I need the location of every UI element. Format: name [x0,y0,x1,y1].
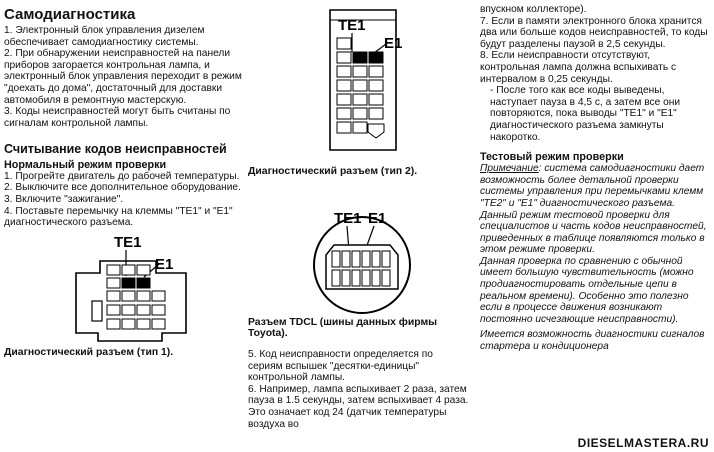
step-2: 2. Выключите все дополнительное оборудование. [4,182,241,194]
section-title-reading: Считывание кодов неисправностей [4,142,227,157]
fig1-e1-label: E1 [155,255,174,273]
italic-paragraph-2: Данная проверка по сравнению с обычной имеет большую чувствительность (можно продиагностировать отдельные цепи в реальном времени). Особенно это полезно если в процессе движения возникают постоянно исчезающие неисправности). [480,255,694,325]
step-4: 4. Поставьте перемычку на клеммы "TE1" и "E1" диагностического разъема. [4,205,233,229]
connector-type2-figure [248,0,470,160]
fig2-e1-label: E1 [384,35,403,52]
subsection-normal-mode: Нормальный режим проверки [4,158,167,171]
paragraph-5: 5. Код неисправности определяется по сериям вспышек "десятки-единицы" контрольной лампы. [248,349,433,384]
paragraph-8: 8. Если неисправности отсутствуют, контрольная лампа должна вспыхивать с интервалом в 0,25 секунды. [480,50,677,85]
fig3-e1-label: E1 [368,210,387,227]
fig1-caption: Диагностический разъем (тип 1). [4,346,174,358]
watermark: DIESELMASTERA.RU [577,436,709,450]
column-right [480,0,710,353]
paragraph-3: 3. Коды неисправностей могут быть считаны по сигналам контрольной лампы. [4,106,231,129]
fig3-te1-label: TE1 [334,210,362,227]
paragraph-1: 1. Электронный блок управления дизелем обеспечивает самодиагностику системы. [4,25,205,48]
note-label: Примечание [480,163,539,175]
paragraph-2: 2. При обнаружении неисправностей на панели приборов загорается контрольная лампа, и электронный блок управления переходит в режим "доехать до дома", достаточный для доставки автомобиля в ремонтную мастерскую. [4,48,242,106]
column-middle [248,0,470,430]
paragraph-7: 7. Если в памяти электронного блока хранится два или больше кодов неисправностей, то коды будут разделены паузой в 2,5 секунды. [480,15,708,50]
note-text: : система самодиагностики дает возможность более детальной проверки системы управления при перемычками клемм "TE2" и "E1" диагностического разъема. Данный режим тестовой проверки для специалистов и часть кодов неисправностей, приведенных в таблице появляются только в этом режиме проверки. [480,163,707,256]
fig1-te1-label: TE1 [114,233,142,251]
fig2-te1-label: TE1 [338,17,366,34]
note-paragraph [480,163,710,256]
paragraph-continued: впускном коллекторе). [480,4,587,15]
step-1: 1. Прогрейте двигатель до рабочей температуры. [4,170,240,182]
connector-tdcl-figure [248,185,470,315]
section-title-selfdiag: Самодиагностика [4,6,136,23]
italic-paragraph-3: Имеется возможность диагностики сигналов стартера и кондиционера [480,329,705,353]
paragraph-8-note: - После того как все коды выведены, наступает пауза в 4,5 с, а затем все они повторяются, пока выводы "TE1" и "E1" диагностического разъема замкнуты накоротко. [490,85,681,143]
column-left [4,0,242,358]
connector-type1-figure [4,229,242,347]
fig3-caption: Разъем TDCL (шины данных фирмы Toyota). [248,317,438,339]
step-3: 3. Включите "зажигание". [4,194,124,206]
subsection-test-mode: Тестовый режим проверки [480,151,624,164]
fig2-caption: Диагностический разъем (тип 2). [248,166,418,177]
paragraph-6: 6. Например, лампа вспыхивает 2 раза, затем пауза в 1.5 секунды, затем вспыхивает 4 раза. Это означает код 24 (датчик температуры воздуха во [248,383,469,430]
